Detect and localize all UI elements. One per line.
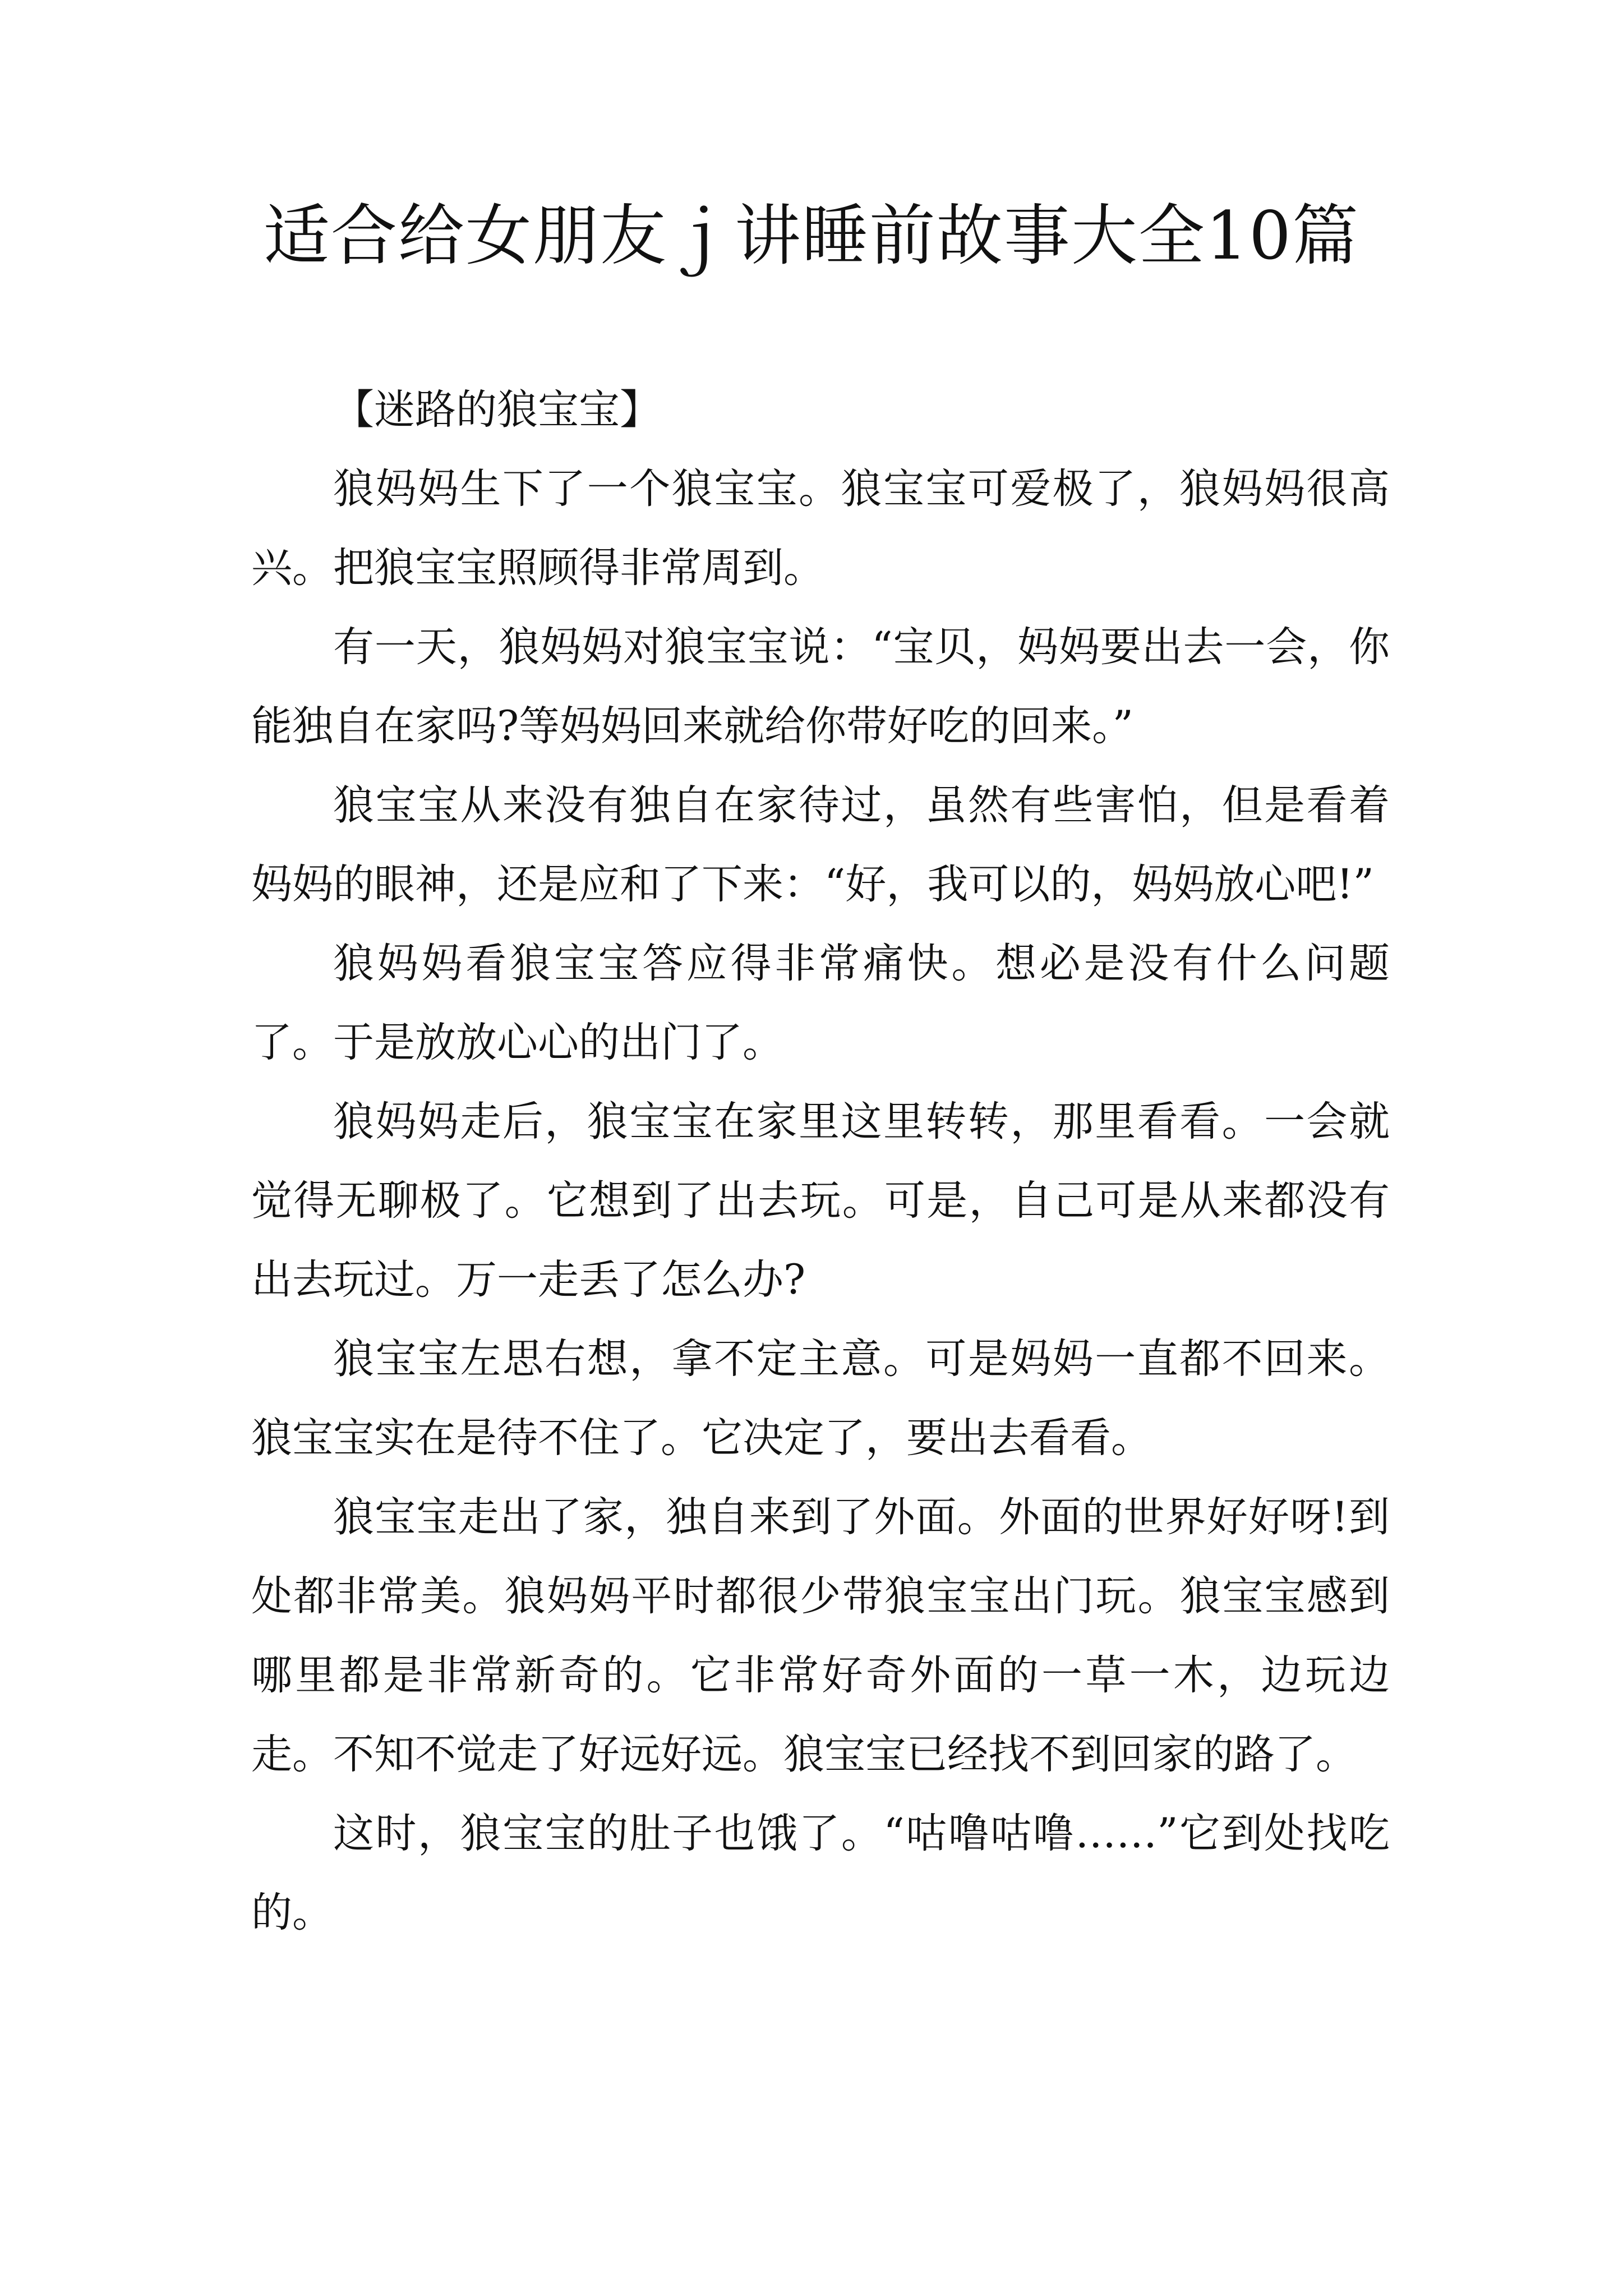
paragraph: 狼宝宝从来没有独自在家待过，虽然有些害怕，但是看着妈妈的眼神，还是应和了下来：“好，我可以的，妈妈放心吧!” xyxy=(251,781,1390,908)
section-heading: 【迷路的狼宝宝】 xyxy=(333,386,661,434)
paragraph: 狼妈妈生下了一个狼宝宝。狼宝宝可爱极了，狼妈妈很高兴。把狼宝宝照顾得非常周到。 xyxy=(251,465,1390,592)
paragraph: 狼宝宝左思右想，拿不定主意。可是妈妈一直都不回来。狼宝宝实在是待不住了。它决定了，要出去看看。 xyxy=(251,1335,1390,1462)
document-body xyxy=(251,370,1390,1952)
paragraph: 这时，狼宝宝的肚子也饿了。“咕噜咕噜……”它到处找吃的。 xyxy=(251,1810,1390,1936)
paragraph: 狼妈妈看狼宝宝答应得非常痛快。想必是没有什么问题了。于是放放心心的出门了。 xyxy=(251,940,1390,1066)
paragraph: 有一天，狼妈妈对狼宝宝说：“宝贝，妈妈要出去一会，你能独自在家吗?等妈妈回来就给你带好吃的回来。” xyxy=(251,623,1390,750)
document-title: 适合给女朋友ｊ讲睡前故事大全10篇 xyxy=(263,197,1360,274)
paragraph: 狼宝宝走出了家，独自来到了外面。外面的世界好好呀!到处都非常美。狼妈妈平时都很少带狼宝宝出门玩。狼宝宝感到哪里都是非常新奇的。它非常好奇外面的一草一木，边玩边走。不知不觉走了好远好远。狼宝宝已经找不到回家的路了。 xyxy=(251,1493,1390,1778)
paragraph: 狼妈妈走后，狼宝宝在家里这里转转，那里看看。一会就觉得无聊极了。它想到了出去玩。可是，自己可是从来都没有出去玩过。万一走丢了怎么办? xyxy=(251,1098,1390,1304)
